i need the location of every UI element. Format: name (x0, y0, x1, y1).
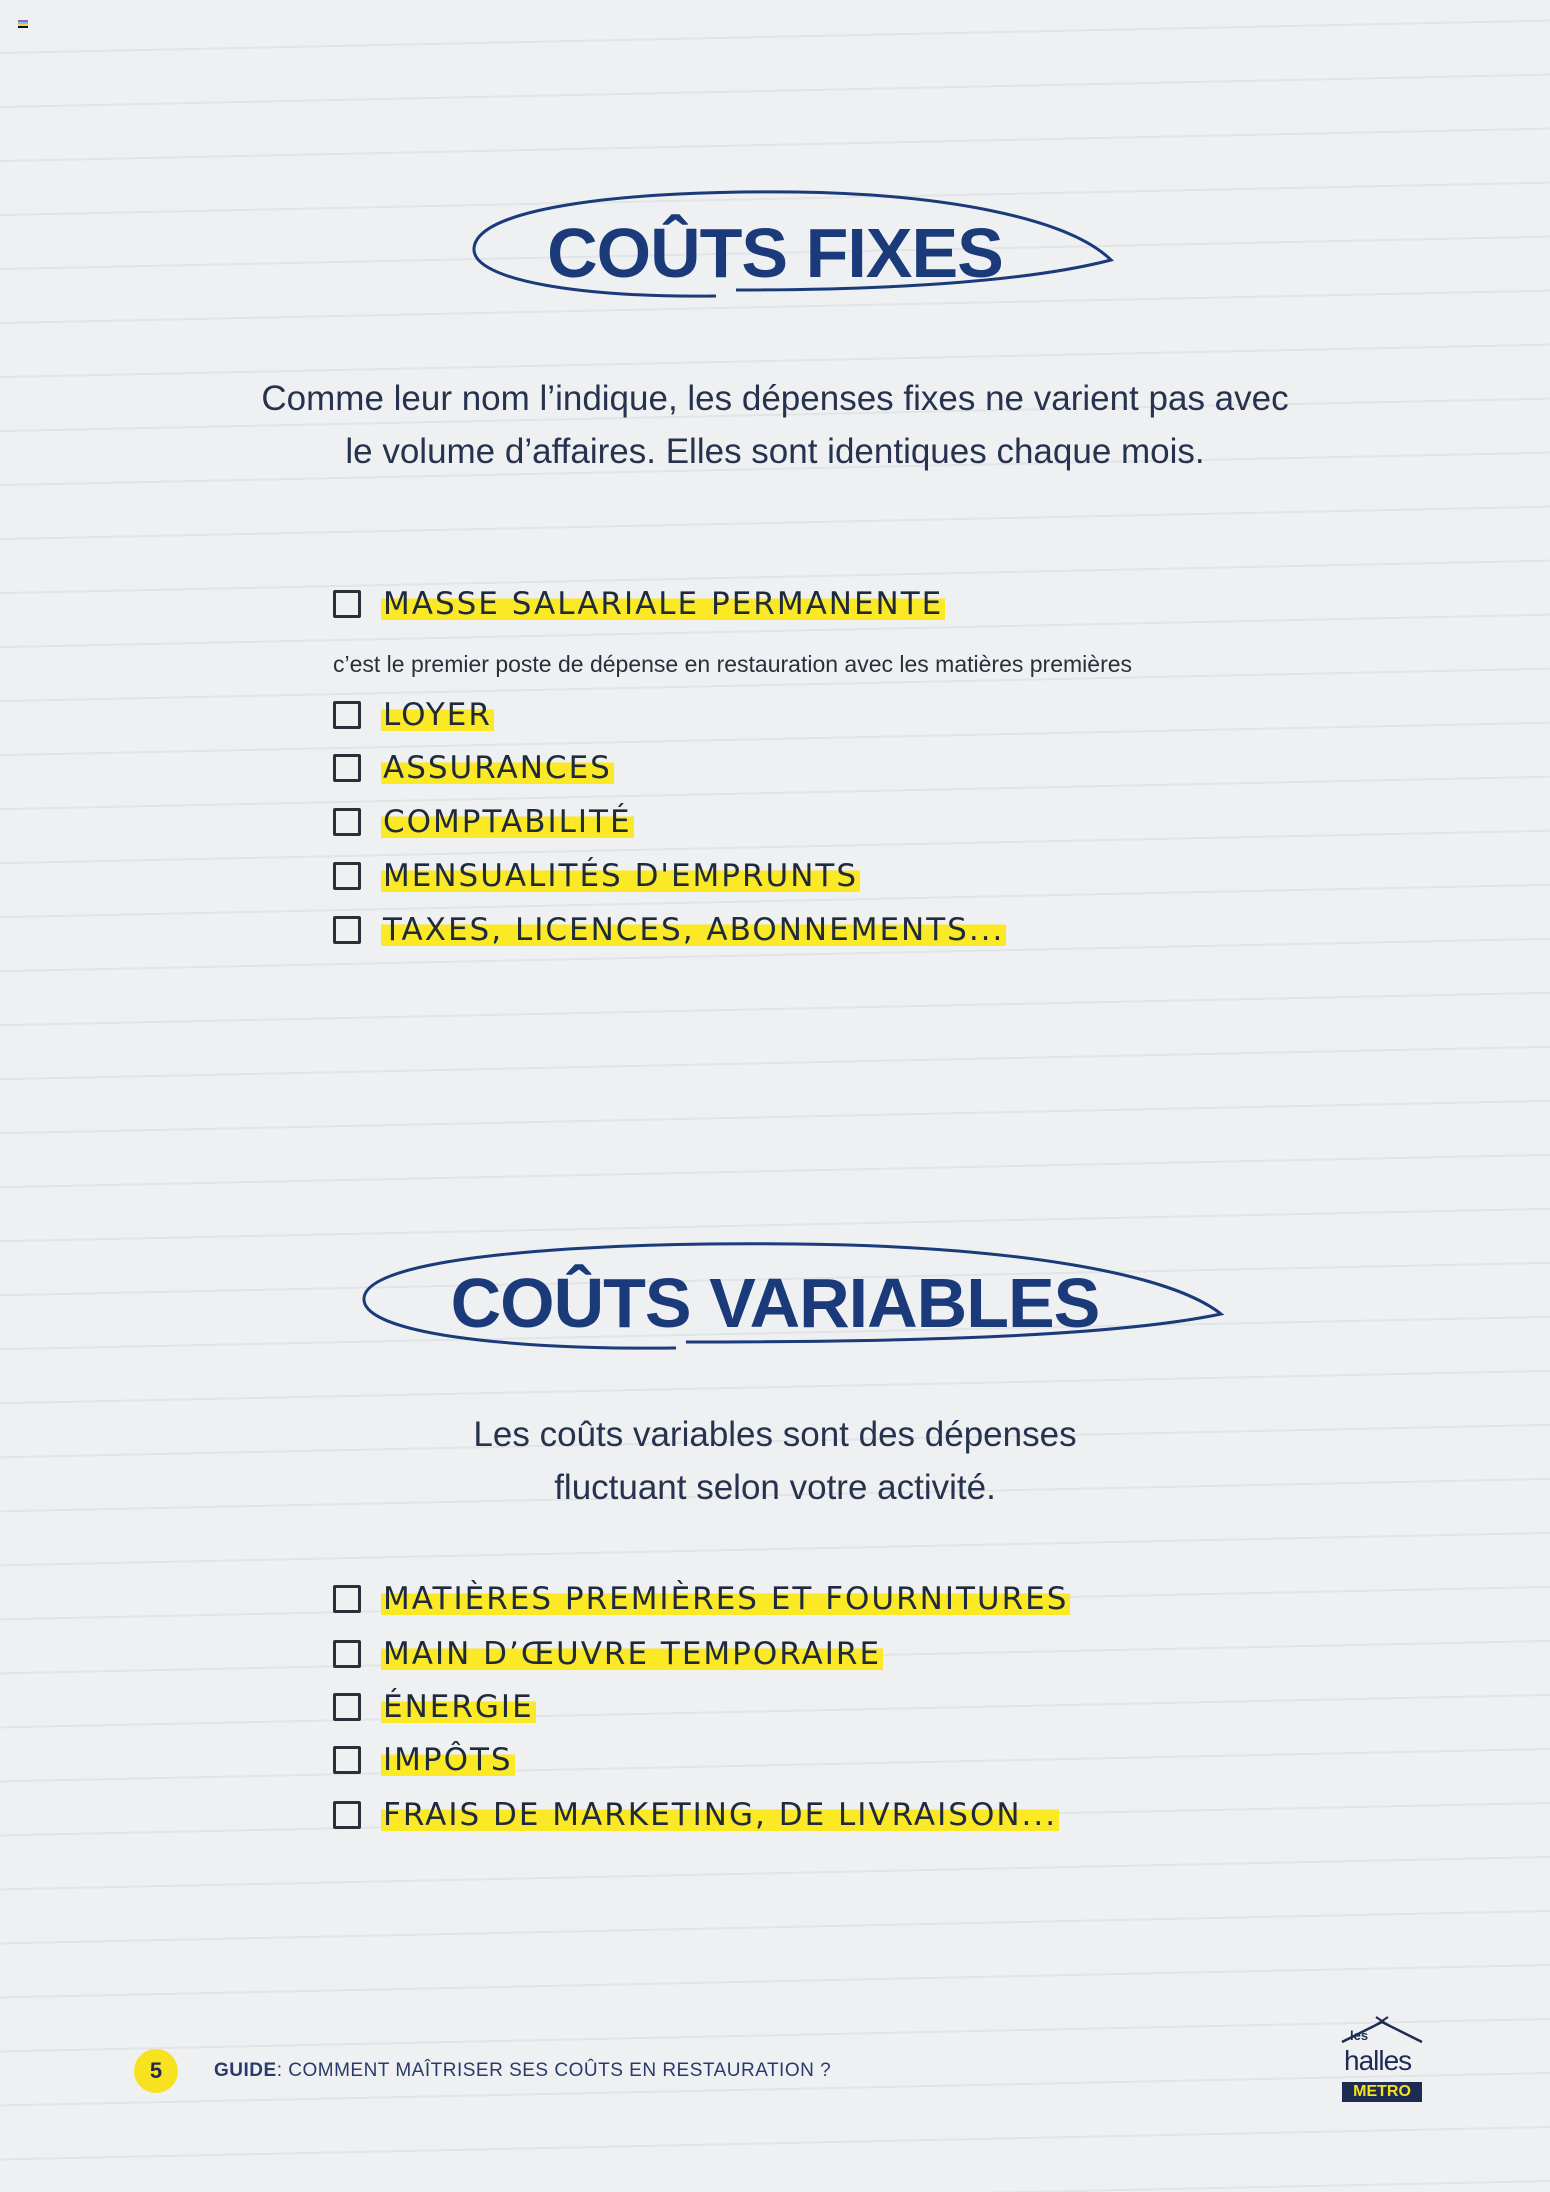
item-label: MAIN D’ŒUVRE TEMPORAIRE (383, 1636, 882, 1672)
variable-costs-title: COÛTS VARIABLES (450, 1264, 1100, 1342)
logo-halles: halles (1344, 2045, 1412, 2076)
page-number-badge: 5 (134, 2049, 178, 2093)
logo-les: les (1350, 2028, 1369, 2043)
checkbox[interactable] (333, 1693, 361, 1721)
item-note: c’est le premier poste de dépense en restauration avec les matières premières (333, 651, 1133, 677)
item-label: ÉNERGIE (383, 1689, 534, 1725)
checklist-item[interactable] (333, 803, 634, 841)
checklist-item[interactable] (333, 1635, 883, 1673)
checklist-item[interactable] (333, 1796, 1059, 1834)
logo-metro: METRO (1342, 2082, 1422, 2102)
intro-line: le volume d’affaires. Elles sont identiques chaque mois. (345, 432, 1205, 471)
checklist-item[interactable] (333, 749, 614, 787)
item-label: MASSE SALARIALE PERMANENTE (383, 586, 944, 622)
checkbox[interactable] (333, 1640, 361, 1668)
checklist-item[interactable] (333, 857, 860, 895)
checklist-item[interactable] (333, 1688, 536, 1726)
item-label: MATIÈRES PREMIÈRES ET FOURNITURES (383, 1581, 1069, 1617)
item-label: MENSUALITÉS D'EMPRUNTS (383, 858, 859, 894)
color-bar-mark (18, 20, 28, 28)
variable-costs-intro (0, 1408, 1550, 1514)
checkbox[interactable] (333, 808, 361, 836)
footer-guide-title (214, 2060, 831, 2082)
checkbox[interactable] (333, 754, 361, 782)
checklist-item[interactable] (333, 585, 945, 623)
guide-title: : COMMENT MAÎTRISER SES COÛTS EN RESTAURATION ? (276, 2060, 832, 2081)
checklist-item[interactable] (333, 696, 494, 734)
intro-line: Les coûts variables sont des dépenses (473, 1415, 1077, 1454)
intro-line: Comme leur nom l’indique, les dépenses fixes ne varient pas avec (261, 379, 1289, 418)
fixed-costs-heading (0, 213, 1550, 293)
checkbox[interactable] (333, 1585, 361, 1613)
item-label: FRAIS DE MARKETING, DE LIVRAISON... (383, 1797, 1058, 1833)
checklist-item[interactable] (333, 1580, 1070, 1618)
checklist-item[interactable] (333, 911, 1006, 949)
item-label: COMPTABILITÉ (383, 804, 632, 840)
fixed-costs-title: COÛTS FIXES (547, 214, 1003, 292)
checkbox[interactable] (333, 701, 361, 729)
checkbox[interactable] (333, 1801, 361, 1829)
guide-label: GUIDE (214, 2060, 277, 2081)
checkbox[interactable] (333, 916, 361, 944)
variable-costs-heading (0, 1263, 1550, 1343)
item-label: TAXES, LICENCES, ABONNEMENTS... (383, 912, 1005, 948)
item-label: ASSURANCES (383, 750, 612, 786)
item-label: IMPÔTS (383, 1742, 513, 1778)
item-label: LOYER (383, 697, 492, 733)
checklist-item[interactable] (333, 1741, 515, 1779)
checkbox[interactable] (333, 590, 361, 618)
les-halles-metro-logo (1336, 2016, 1428, 2108)
fixed-costs-intro (0, 372, 1550, 478)
intro-line: fluctuant selon votre activité. (554, 1468, 996, 1507)
checkbox[interactable] (333, 1746, 361, 1774)
checkbox[interactable] (333, 862, 361, 890)
